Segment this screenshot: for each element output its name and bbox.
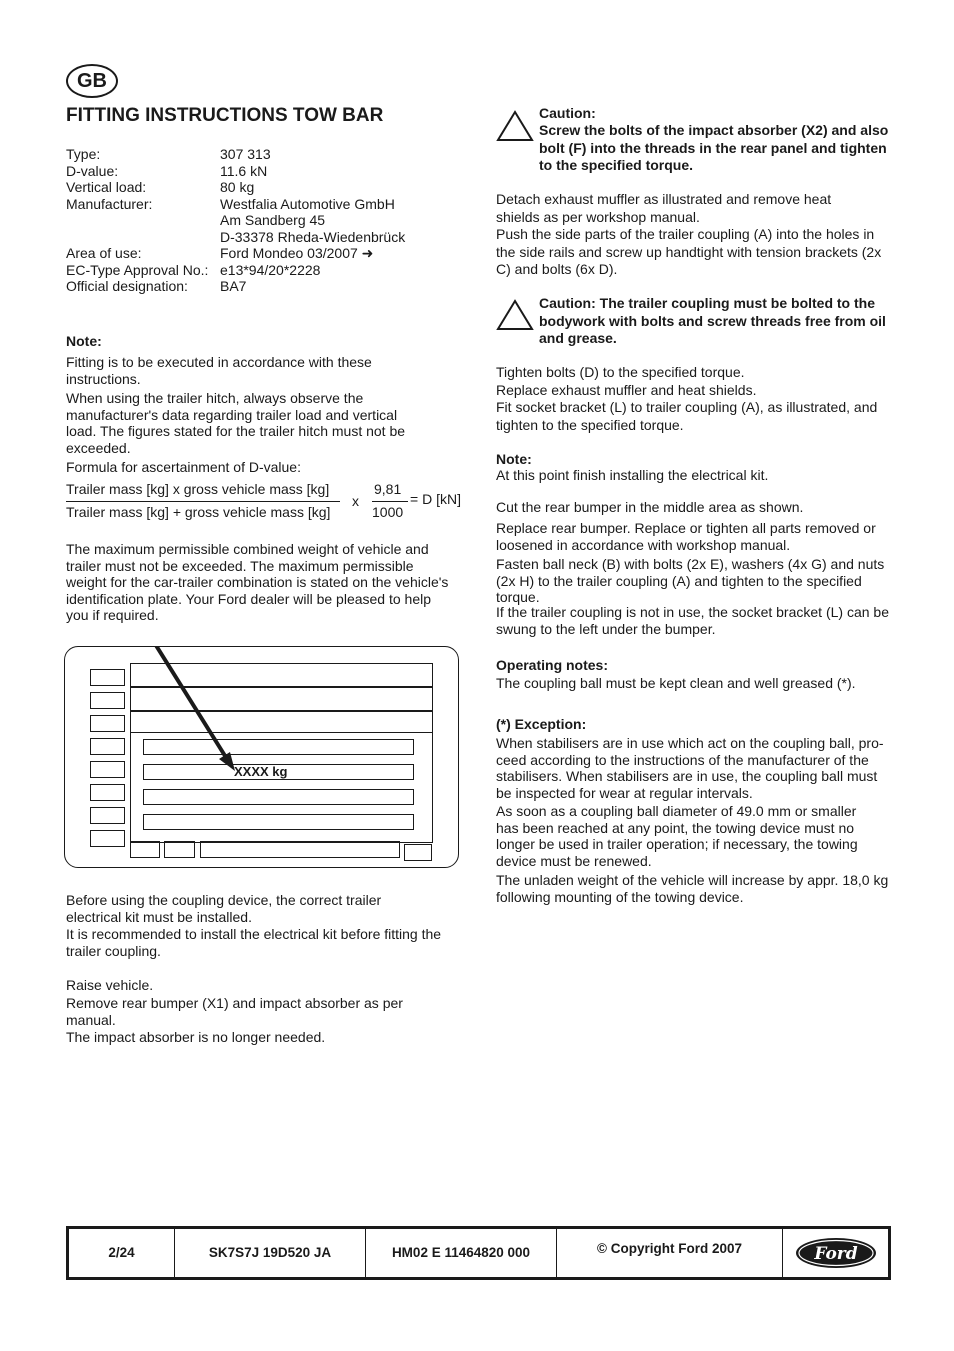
page-footer — [66, 1226, 891, 1280]
note-paragraph-1: Fitting is to be executed in accordance with these instructions. — [66, 354, 372, 387]
document-number: HM02 E 11464820 000 — [366, 1229, 557, 1277]
raise-vehicle-step: Raise vehicle. — [66, 977, 154, 993]
spec-value: Westfalia Automotive GmbH Am Sandberg 45 D-33378 Rheda-Wiedenbrück — [220, 195, 406, 245]
fit-socket-step: Fit socket bracket (L) to trailer coupling (A), as illustrated, and tighten to the specified torque. — [496, 399, 878, 433]
note-2-heading: Note: — [496, 451, 532, 467]
push-side-parts-step: Push the side parts of the trailer coupling (A) into the holes in the side rails and screw up handtight with tension brackets (2x C) and bolts (6x D). — [496, 226, 882, 277]
spec-value: 80 kg — [220, 179, 255, 195]
formula-fraction-line — [66, 501, 340, 502]
part-number: SK7S7J 19D520 JA — [175, 1229, 366, 1277]
svg-text:Ford: Ford — [813, 1244, 858, 1264]
spec-row — [66, 196, 466, 246]
cut-bumper-step: Cut the rear bumper in the middle area as shown. — [496, 499, 804, 515]
formula-result: = D [kN] — [410, 491, 461, 507]
spec-row — [66, 146, 466, 163]
spec-label: Official designation: — [66, 278, 188, 294]
formula-times: x — [352, 493, 359, 509]
spec-row — [66, 245, 466, 262]
absorber-note: The impact absorber is no longer needed. — [66, 1029, 326, 1045]
replace-bumper-step: Replace rear bumper. Replace or tighten all parts removed or loosened in accordance with workshop manual. — [496, 520, 876, 553]
detach-muffler-step: Detach exhaust muffler as illustrated and remove heat shields as per workshop manual. — [496, 191, 832, 225]
spec-row — [66, 262, 466, 279]
spec-label: D-value: — [66, 162, 119, 179]
operating-notes-body: The coupling ball must be kept clean and well greased (*). — [496, 675, 856, 691]
formula-factor-line — [372, 501, 408, 502]
identification-plate-illustration — [64, 646, 459, 868]
note-2-body: At this point finish installing the electrical kit. — [496, 467, 769, 483]
tighten-bolts-step: Tighten bolts (D) to the specified torque. — [496, 364, 745, 380]
formula-denominator: Trailer mass [kg] + gross vehicle mass [kg] — [66, 504, 331, 520]
country-badge: GB — [66, 64, 118, 98]
ford-oval-logo-icon — [794, 1236, 878, 1270]
ball-diameter-note: As soon as a coupling ball diameter of 49.0 mm or smaller has been reached at any point, the towing device must no longer be used in trailer operation; if necessary, the towing device must be renewed. — [496, 803, 858, 869]
pointer-arrow-icon — [65, 647, 460, 869]
exception-heading: (*) Exception: — [496, 716, 587, 732]
unladen-weight-note: The unladen weight of the vehicle will increase by appr. 18,0 kg following mounting of the towing device. — [496, 872, 889, 905]
spec-label: Area of use: — [66, 245, 142, 261]
warning-triangle-icon — [496, 299, 534, 331]
caution-1-body: Screw the bolts of the impact absorber (X2) and also bolt (F) into the threads in the rear panel and tighten to the specified torque. — [539, 122, 889, 173]
replace-muffler-step: Replace exhaust muffler and heat shields. — [496, 382, 757, 398]
spec-label: Type: — [66, 146, 101, 162]
plate-value-label: XXXX kg — [234, 764, 288, 779]
remove-bumper-step: Remove rear bumper (X1) and impact absorber as per manual. — [66, 995, 403, 1028]
fasten-ball-neck-step: Fasten ball neck (B) with bolts (2x E), washers (4x G) and nuts (2x H) to the trailer coupling (A) and tighten to the specified torque. — [496, 556, 885, 605]
caution-1-heading: Caution: — [539, 105, 596, 121]
operating-notes-heading: Operating notes: — [496, 657, 609, 673]
spec-row — [66, 278, 466, 295]
note-paragraph-2: When using the trailer hitch, always observe the manufacturer's data regarding trailer load and vertical load. The figures stated for the trailer hitch must not be exceeded. — [66, 390, 406, 456]
note-heading: Note: — [66, 333, 102, 349]
formula-factor-denominator: 1000 — [372, 504, 404, 520]
spec-row — [66, 179, 466, 196]
formula-intro: Formula for ascertainment of D-value: — [66, 459, 301, 475]
max-weight-paragraph: The maximum permissible combined weight of vehicle and trailer must not be exceeded. The maximum permissible weight for the car-trailer combination is stated on the vehicle's identification plate. Your Ford dealer will be pleased to help you if required. — [66, 541, 449, 623]
spec-table — [66, 146, 466, 295]
spec-label: Manufacturer: — [66, 195, 153, 212]
spec-value: Ford Mondeo 03/2007 ➜ — [220, 245, 374, 261]
page-title: FITTING INSTRUCTIONS TOW BAR — [66, 105, 384, 126]
spec-value: 11.6 kN — [220, 162, 268, 179]
not-in-use-note: If the trailer coupling is not in use, the socket bracket (L) can be swung to the left under the bumper. — [496, 604, 889, 637]
spec-label: EC-Type Approval No.: — [66, 261, 209, 278]
exception-body: When stabilisers are in use which act on the coupling ball, pro-ceed according to the instructions of the manufacturer of the stabilisers. When stabilisers are in use, the coupling ball must be inspected for wear at regular intervals. — [496, 735, 884, 801]
spec-label: Vertical load: — [66, 179, 147, 195]
before-use-paragraph: Before using the coupling device, the correct trailer electrical kit must be installed. — [66, 892, 382, 925]
formula-numerator: Trailer mass [kg] x gross vehicle mass [kg] — [66, 481, 330, 497]
spec-row — [66, 163, 466, 180]
d-value-formula — [66, 481, 466, 523]
caution-2: Caution: The trailer coupling must be bolted to the bodywork with bolts and screw threads free from oil and grease. — [539, 295, 886, 346]
spec-value: 307 313 — [220, 146, 271, 162]
page-number: 2/24 — [69, 1229, 175, 1277]
ford-logo — [783, 1229, 888, 1277]
recommendation-paragraph: It is recommended to install the electrical kit before fitting the trailer coupling. — [66, 926, 442, 959]
formula-factor-numerator: 9,81 — [374, 481, 402, 497]
spec-value: BA7 — [220, 278, 247, 294]
warning-triangle-icon — [496, 110, 534, 142]
copyright-notice: © Copyright Ford 2007 — [557, 1229, 783, 1277]
spec-value: e13*94/20*2228 — [220, 261, 321, 278]
